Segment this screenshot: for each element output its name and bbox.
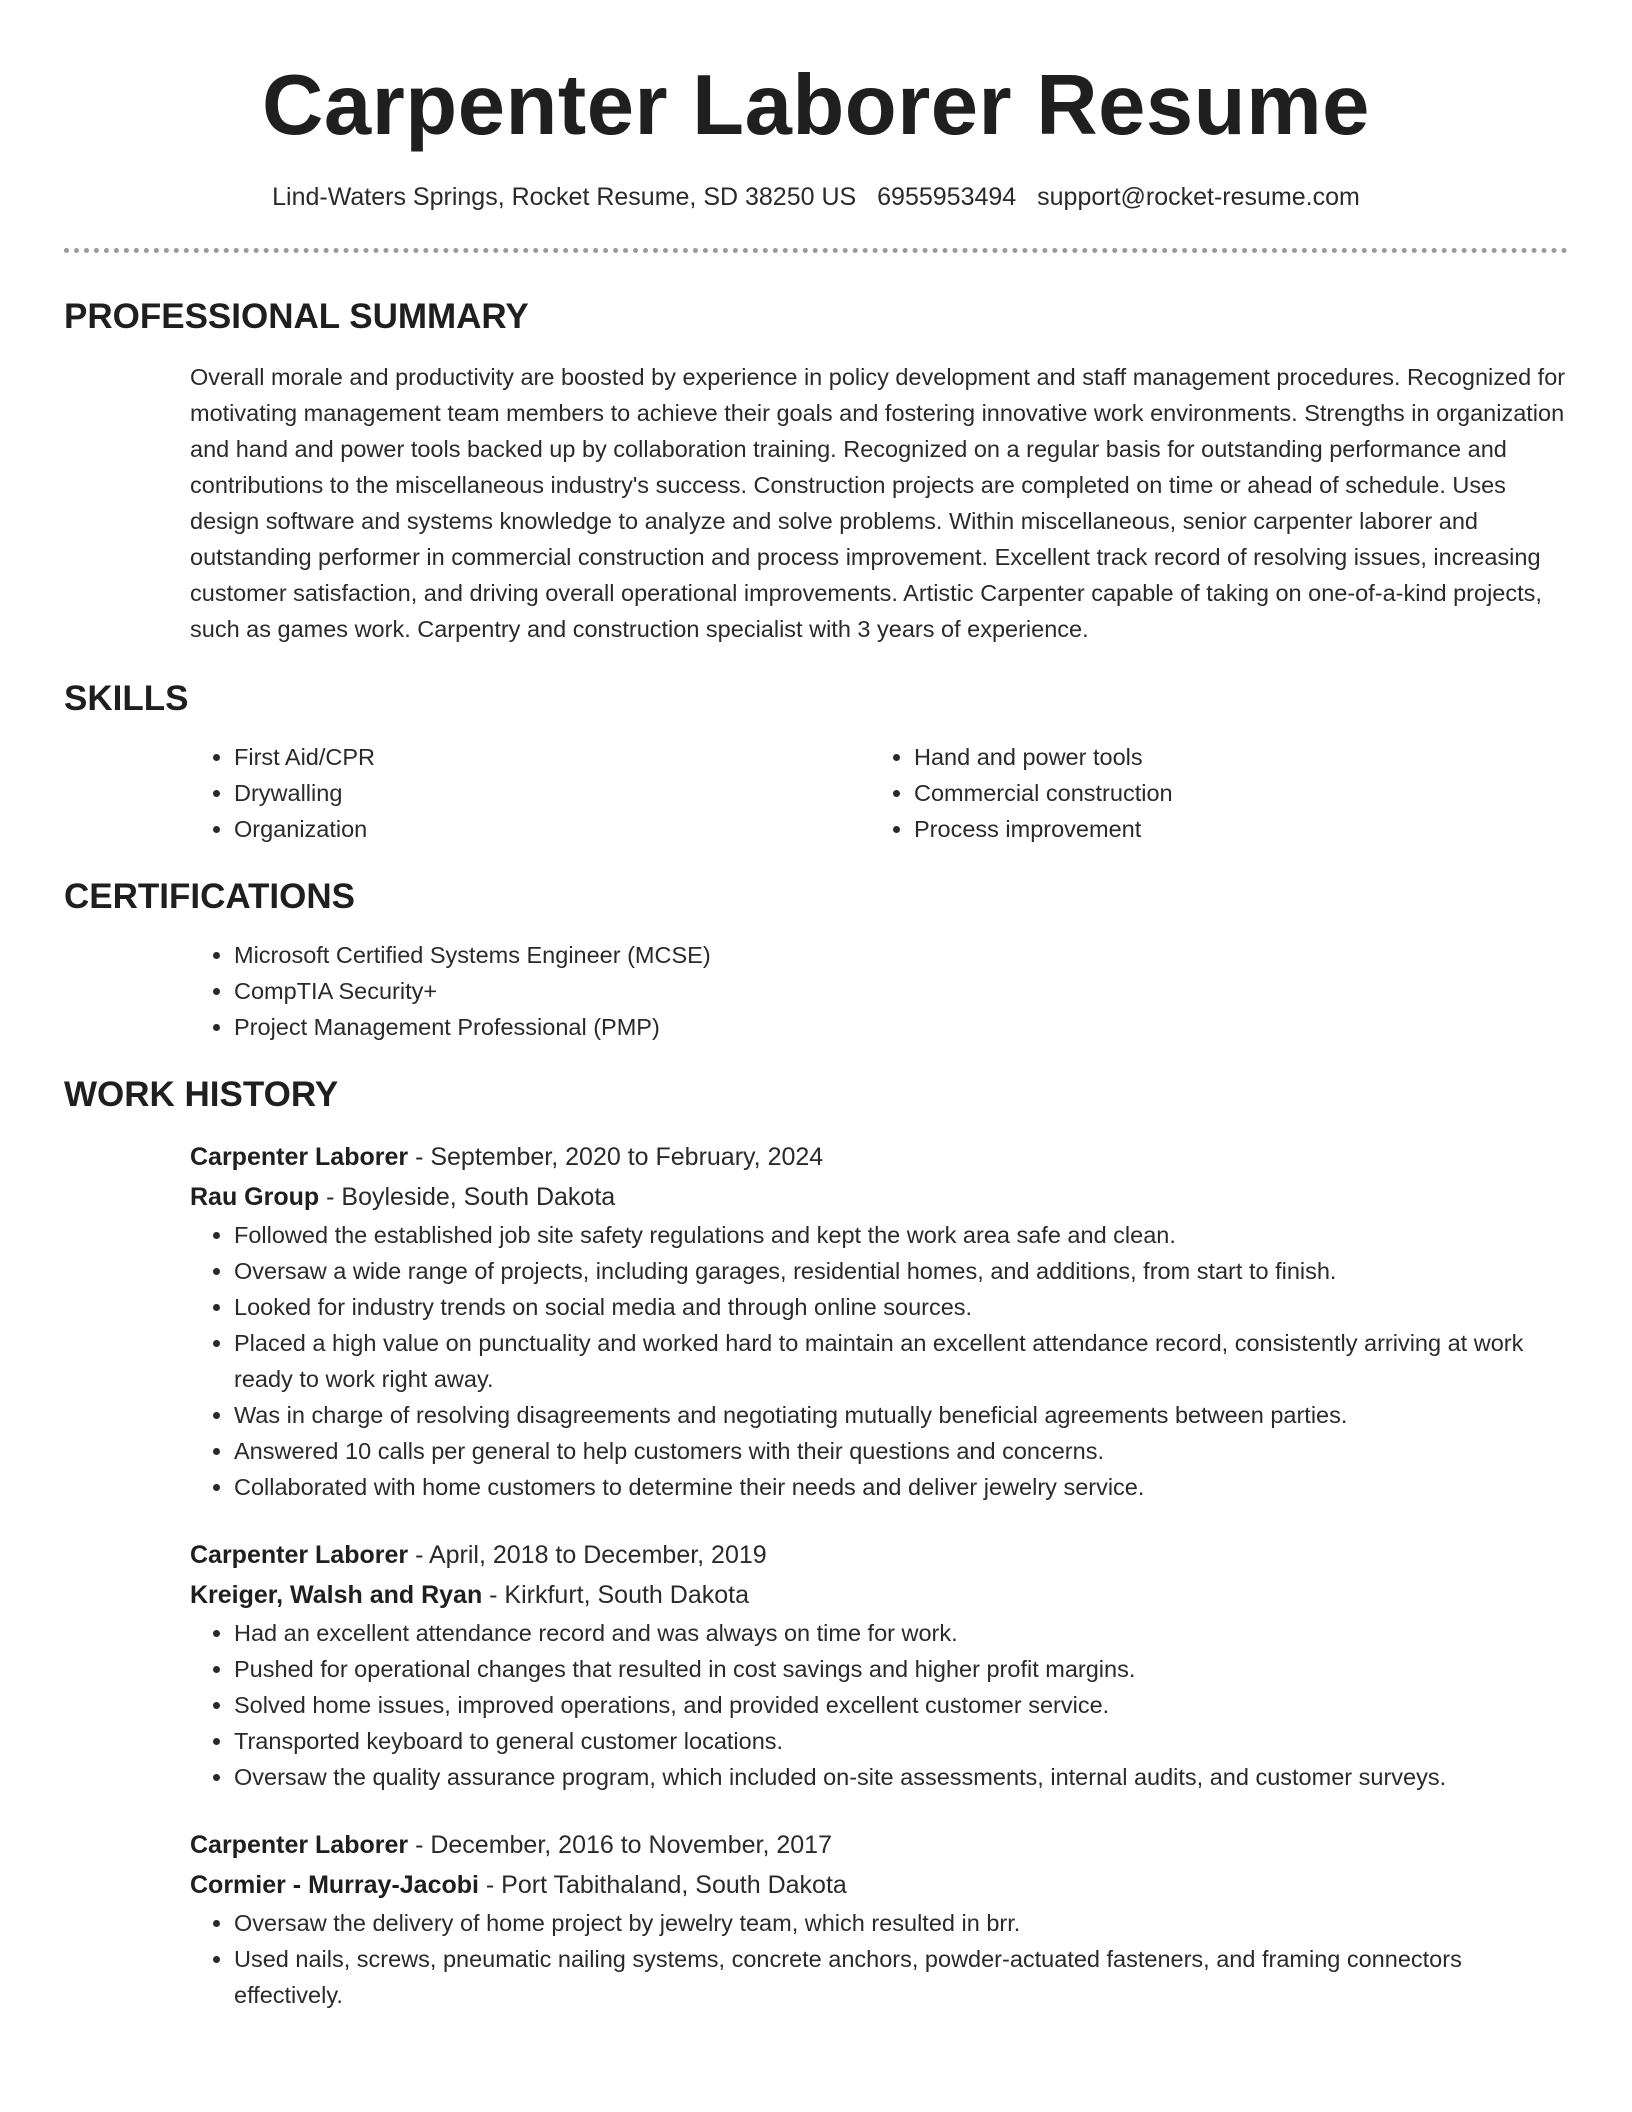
job-duty: • Followed the established job site safety regulations and kept the work area safe and clean. — [234, 1217, 1568, 1253]
job-entry — [190, 1137, 1568, 1505]
job-company: Rau Group — [190, 1183, 320, 1211]
job-company-line — [190, 1865, 1568, 1905]
job-duty: • Had an excellent attendance record and was always on time for work. — [234, 1615, 1568, 1651]
skill-item: • Hand and power tools — [914, 739, 1550, 775]
job-duty: • Transported keyboard to general customer locations. — [234, 1723, 1568, 1759]
job-title: Carpenter Laborer — [190, 1831, 409, 1859]
skill-item: • First Aid/CPR — [234, 739, 870, 775]
summary-text: Overall morale and productivity are boosted by experience in policy development and staff management procedures. Recognized for motivating management team members to achieve their goals and fostering innovative work environments. Strengths in organization and hand and power tools backed up by collaboration training. Recognized on a regular basis for outstanding performance and contributions to the miscellaneous industry's success. Construction projects are completed on time or ahead of schedule. Uses design software and systems knowledge to analyze and solve problems. Within miscellaneous, senior carpenter laborer and outstanding performer in commercial construction and process improvement. Excellent track record of resolving issues, increasing customer satisfaction, and driving overall operational improvements. Artistic Carpenter capable of taking on one-of-a-kind projects, such as games work. Carpentry and construction specialist with 3 years of experience. — [190, 364, 1566, 642]
job-company: Kreiger, Walsh and Ryan — [190, 1581, 483, 1609]
job-duty: • Answered 10 calls per general to help customers with their questions and concerns. — [234, 1433, 1568, 1469]
job-entry — [190, 1535, 1568, 1795]
job-company: Cormier - Murray-Jacobi — [190, 1871, 479, 1899]
skills-column-right — [870, 739, 1550, 847]
job-duty: • Used nails, screws, pneumatic nailing systems, concrete anchors, powder-actuated fasteners, and framing connectors effectively. — [234, 1941, 1568, 2013]
contact-email: support@rocket-resume.com — [1037, 183, 1360, 211]
skills-column-left — [190, 739, 870, 847]
job-duty: • Oversaw the delivery of home project by jewelry team, which resulted in brr. — [234, 1905, 1568, 1941]
job-duties — [190, 1905, 1568, 2013]
skill-item: • Organization — [234, 811, 870, 847]
contact-phone: 6955953494 — [877, 183, 1017, 211]
header-divider — [64, 248, 1568, 253]
job-title-line — [190, 1137, 1568, 1177]
skill-item: • Commercial construction — [914, 775, 1550, 811]
contact-address: Lind-Waters Springs, Rocket Resume, SD 38250 US — [272, 183, 857, 211]
work-history-heading: WORK HISTORY — [64, 1075, 339, 1114]
job-dates: - September, 2020 to February, 2024 — [408, 1143, 824, 1171]
job-location: - Port Tabithaland, South Dakota — [478, 1871, 847, 1899]
contact-line — [64, 180, 1568, 214]
skills-list — [190, 739, 1568, 847]
job-company-line — [190, 1177, 1568, 1217]
job-duty: • Looked for industry trends on social media and through online sources. — [234, 1289, 1568, 1325]
job-location: - Kirkfurt, South Dakota — [482, 1581, 749, 1609]
job-dates: - December, 2016 to November, 2017 — [408, 1831, 832, 1859]
certification-item: • CompTIA Security+ — [234, 973, 1568, 1009]
job-location: - Boyleside, South Dakota — [319, 1183, 616, 1211]
skills-heading: SKILLS — [64, 679, 189, 718]
job-duty: • Pushed for operational changes that resulted in cost savings and higher profit margins. — [234, 1651, 1568, 1687]
certifications-list — [190, 937, 1568, 1045]
summary-heading: PROFESSIONAL SUMMARY — [64, 297, 529, 336]
skill-item: • Drywalling — [234, 775, 870, 811]
job-title: Carpenter Laborer — [190, 1541, 409, 1569]
certifications-heading: CERTIFICATIONS — [64, 877, 356, 916]
job-duty: • Solved home issues, improved operations, and provided excellent customer service. — [234, 1687, 1568, 1723]
work-history-list — [190, 1137, 1568, 2013]
job-dates: - April, 2018 to December, 2019 — [408, 1541, 767, 1569]
certification-item: • Microsoft Certified Systems Engineer (MCSE) — [234, 937, 1568, 973]
job-duty: • Placed a high value on punctuality and worked hard to maintain an excellent attendance record, consistently arriving at work ready to work right away. — [234, 1325, 1568, 1397]
job-duty: • Collaborated with home customers to determine their needs and deliver jewelry service. — [234, 1469, 1568, 1505]
job-duties — [190, 1217, 1568, 1505]
job-title-line — [190, 1825, 1568, 1865]
job-title-line — [190, 1535, 1568, 1575]
job-duties — [190, 1615, 1568, 1795]
skill-item: • Process improvement — [914, 811, 1550, 847]
job-duty: • Oversaw the quality assurance program, which included on-site assessments, internal audits, and customer surveys. — [234, 1759, 1568, 1795]
job-duty: • Oversaw a wide range of projects, including garages, residential homes, and additions, from start to finish. — [234, 1253, 1568, 1289]
job-entry — [190, 1825, 1568, 2013]
job-company-line — [190, 1575, 1568, 1615]
job-duty: • Was in charge of resolving disagreements and negotiating mutually beneficial agreements between parties. — [234, 1397, 1568, 1433]
certification-item: • Project Management Professional (PMP) — [234, 1009, 1568, 1045]
resume-title: Carpenter Laborer Resume — [262, 58, 1370, 153]
job-title: Carpenter Laborer — [190, 1143, 409, 1171]
